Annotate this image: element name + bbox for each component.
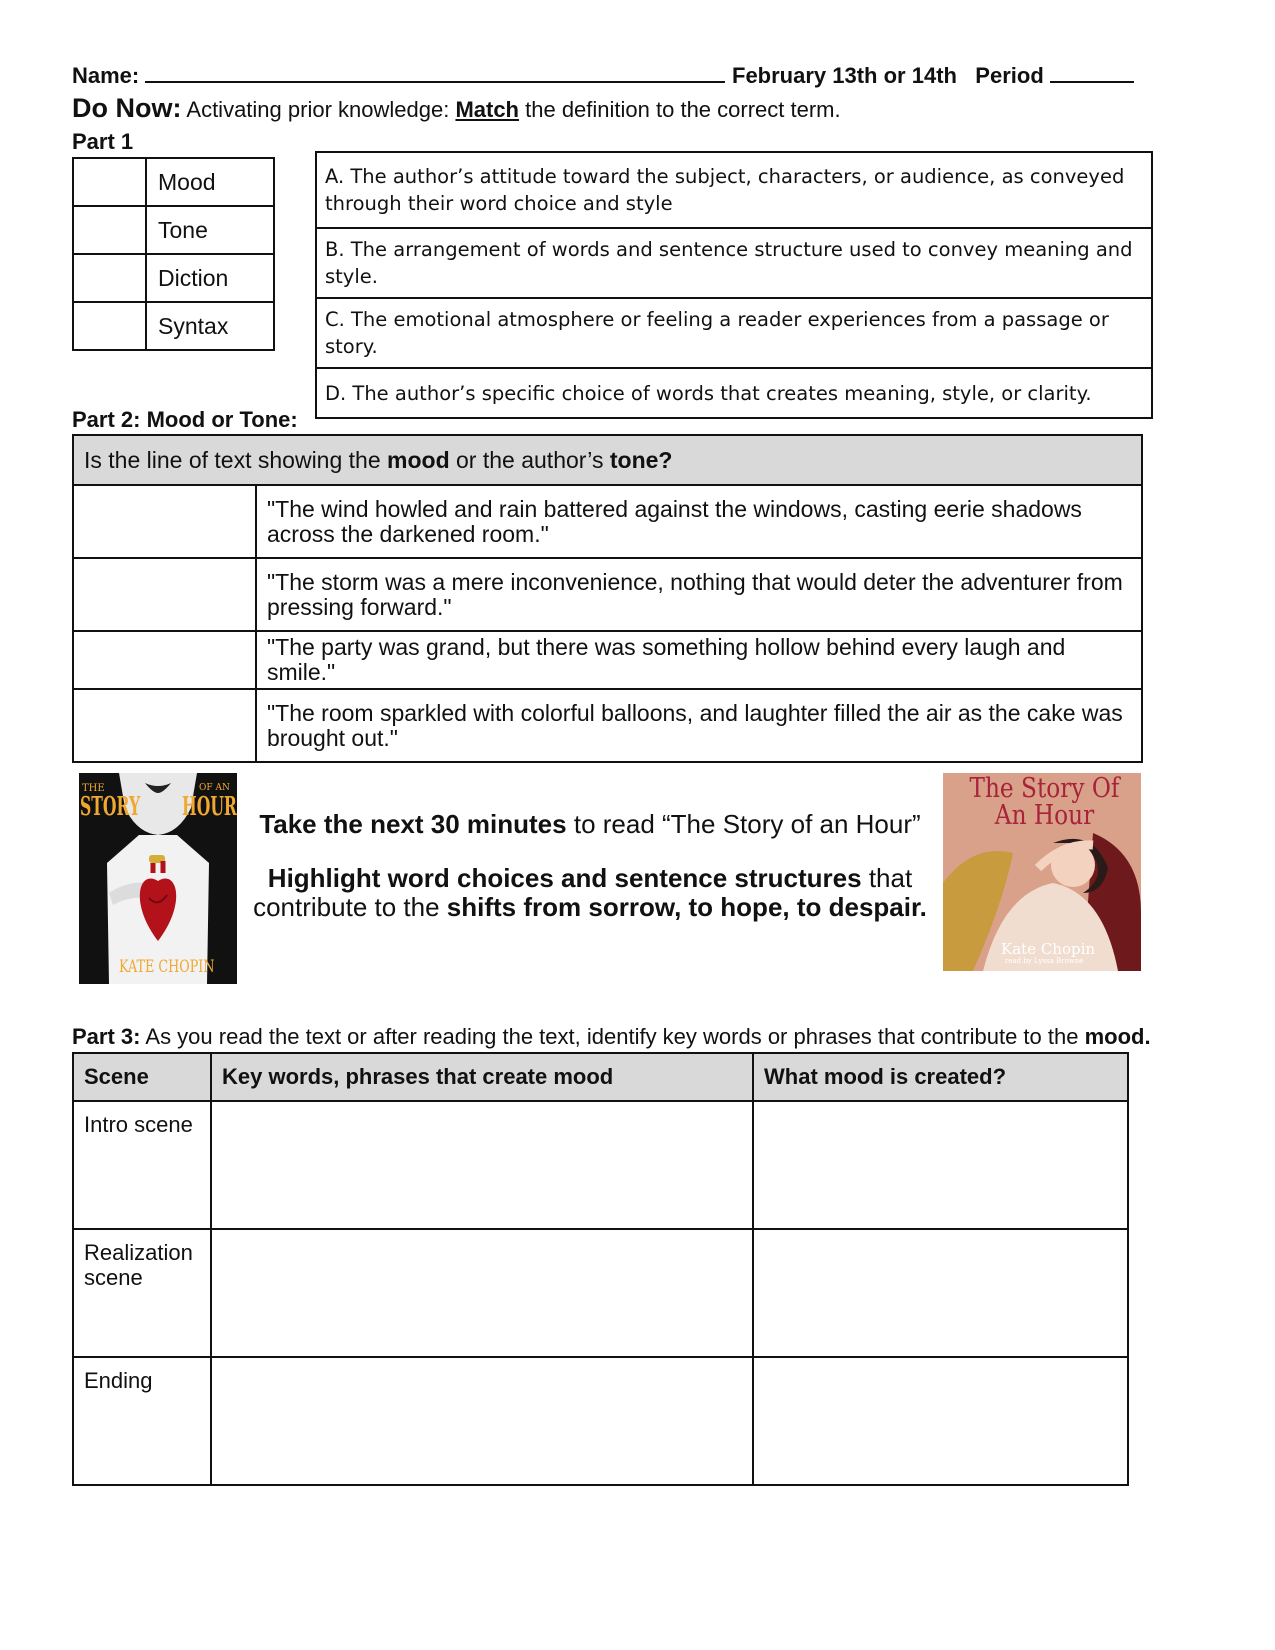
instruction-2-bold: Highlight word choices and sentence structures <box>267 863 862 893</box>
key-words-input[interactable] <box>211 1101 753 1229</box>
part3-text: As you read the text or after reading the text, identify key words or phrases that contribute to the <box>145 1024 1079 1049</box>
name-line <box>72 63 725 89</box>
period-blank[interactable] <box>1050 81 1134 83</box>
book-cover-right <box>943 773 1141 971</box>
cover-right-author: Kate Chopin <box>1001 940 1096 958</box>
cover-left-author: KATE CHOPIN <box>119 957 215 977</box>
definition-cell: B. The arrangement of words and sentence structure used to convey meaning and style. <box>316 228 1152 298</box>
mood-tone-answer-box[interactable] <box>73 558 256 631</box>
instruction-line-1 <box>240 810 940 839</box>
key-words-input[interactable] <box>211 1229 753 1357</box>
question-tone: tone? <box>609 446 673 473</box>
term-answer-box[interactable] <box>73 206 146 254</box>
question-mood: mood <box>387 446 450 473</box>
period-label: Period <box>975 63 1044 88</box>
mood-tone-answer-box[interactable] <box>73 485 256 558</box>
column-header-scene: Scene <box>73 1053 211 1101</box>
definition-cell: A. The author’s attitude toward the subject, characters, or audience, as conveyed through their word choice and style <box>316 152 1152 228</box>
question-mid: or the author’s <box>456 446 604 473</box>
scene-cell: Realization scene <box>73 1229 211 1357</box>
cover-left-story: STORY <box>80 792 141 822</box>
terms-table <box>72 157 275 351</box>
cover-left-of-an: OF AN <box>199 783 230 793</box>
cover-right-title: The Story Of An Hour <box>969 773 1120 831</box>
mood-tone-table <box>72 434 1143 763</box>
question-pre: Is the line of text showing the <box>84 446 381 473</box>
instruction-1-bold: Take the next 30 minutes <box>259 809 567 839</box>
term-row <box>73 302 274 350</box>
quote-cell: "The wind howled and rain battered against the windows, casting eerie shadows across the darkened room." <box>256 485 1142 558</box>
column-header-key-words: Key words, phrases that create mood <box>211 1053 753 1101</box>
cover-left-the: THE <box>82 783 105 794</box>
mood-analysis-table <box>72 1052 1129 1486</box>
term-answer-box[interactable] <box>73 158 146 206</box>
mood-input[interactable] <box>753 1357 1128 1485</box>
definitions-table <box>315 151 1153 419</box>
instruction-1-rest: to read “The Story of an Hour” <box>573 809 921 839</box>
part3-label: Part 3: <box>72 1024 141 1049</box>
part1-label: Part 1 <box>72 129 134 154</box>
book-cover-left <box>79 773 237 984</box>
part3-instructions <box>72 1024 1151 1050</box>
term-cell: Mood <box>146 158 274 206</box>
date-text: February 13th or 14th <box>732 63 957 88</box>
do-now-text-post: the definition to the correct term. <box>525 97 841 122</box>
mood-tone-answer-box[interactable] <box>73 689 256 762</box>
definition-cell: D. The author’s specific choice of words that creates meaning, style, or clarity. <box>316 368 1152 418</box>
key-words-input[interactable] <box>211 1357 753 1485</box>
term-row <box>73 206 274 254</box>
column-header-mood: What mood is created? <box>753 1053 1128 1101</box>
cover-right-reader: read by Lyssa Browne <box>1005 957 1084 965</box>
term-row <box>73 158 274 206</box>
do-now-text-pre: Activating prior knowledge: <box>186 97 450 122</box>
mood-tone-question <box>73 435 1142 485</box>
quote-cell: "The party was grand, but there was something hollow behind every laugh and smile." <box>256 631 1142 689</box>
scene-cell: Ending <box>73 1357 211 1485</box>
term-answer-box[interactable] <box>73 254 146 302</box>
do-now <box>72 93 841 124</box>
table-row <box>73 1101 1128 1229</box>
term-cell: Syntax <box>146 302 274 350</box>
cover-left-hour: HOUR <box>182 792 237 822</box>
reading-instructions <box>240 810 940 922</box>
date-period <box>732 63 1134 89</box>
mood-input[interactable] <box>753 1229 1128 1357</box>
name-label: Name: <box>72 63 140 88</box>
part2-label: Part 2: Mood or Tone: <box>72 407 298 432</box>
quote-cell: "The room sparkled with colorful balloons, and laughter filled the air as the cake was brought out." <box>256 689 1142 762</box>
instruction-2-mid: that contribute to the <box>253 863 913 922</box>
instruction-2-bold2: shifts from sorrow, to hope, to despair. <box>446 892 927 922</box>
mood-input[interactable] <box>753 1101 1128 1229</box>
name-blank[interactable] <box>145 81 725 83</box>
definition-cell: C. The emotional atmosphere or feeling a reader experiences from a passage or story. <box>316 298 1152 368</box>
term-cell: Tone <box>146 206 274 254</box>
instruction-line-2 <box>240 864 940 922</box>
do-now-title: Do Now: <box>72 93 182 123</box>
quote-cell: "The storm was a mere inconvenience, nothing that would deter the adventurer from pressing forward." <box>256 558 1142 631</box>
mood-tone-answer-box[interactable] <box>73 631 256 689</box>
term-answer-box[interactable] <box>73 302 146 350</box>
table-row <box>73 1229 1128 1357</box>
scene-cell: Intro scene <box>73 1101 211 1229</box>
part3-bold: mood. <box>1084 1024 1151 1049</box>
term-cell: Diction <box>146 254 274 302</box>
term-row <box>73 254 274 302</box>
table-row <box>73 1357 1128 1485</box>
do-now-match: Match <box>455 97 519 122</box>
